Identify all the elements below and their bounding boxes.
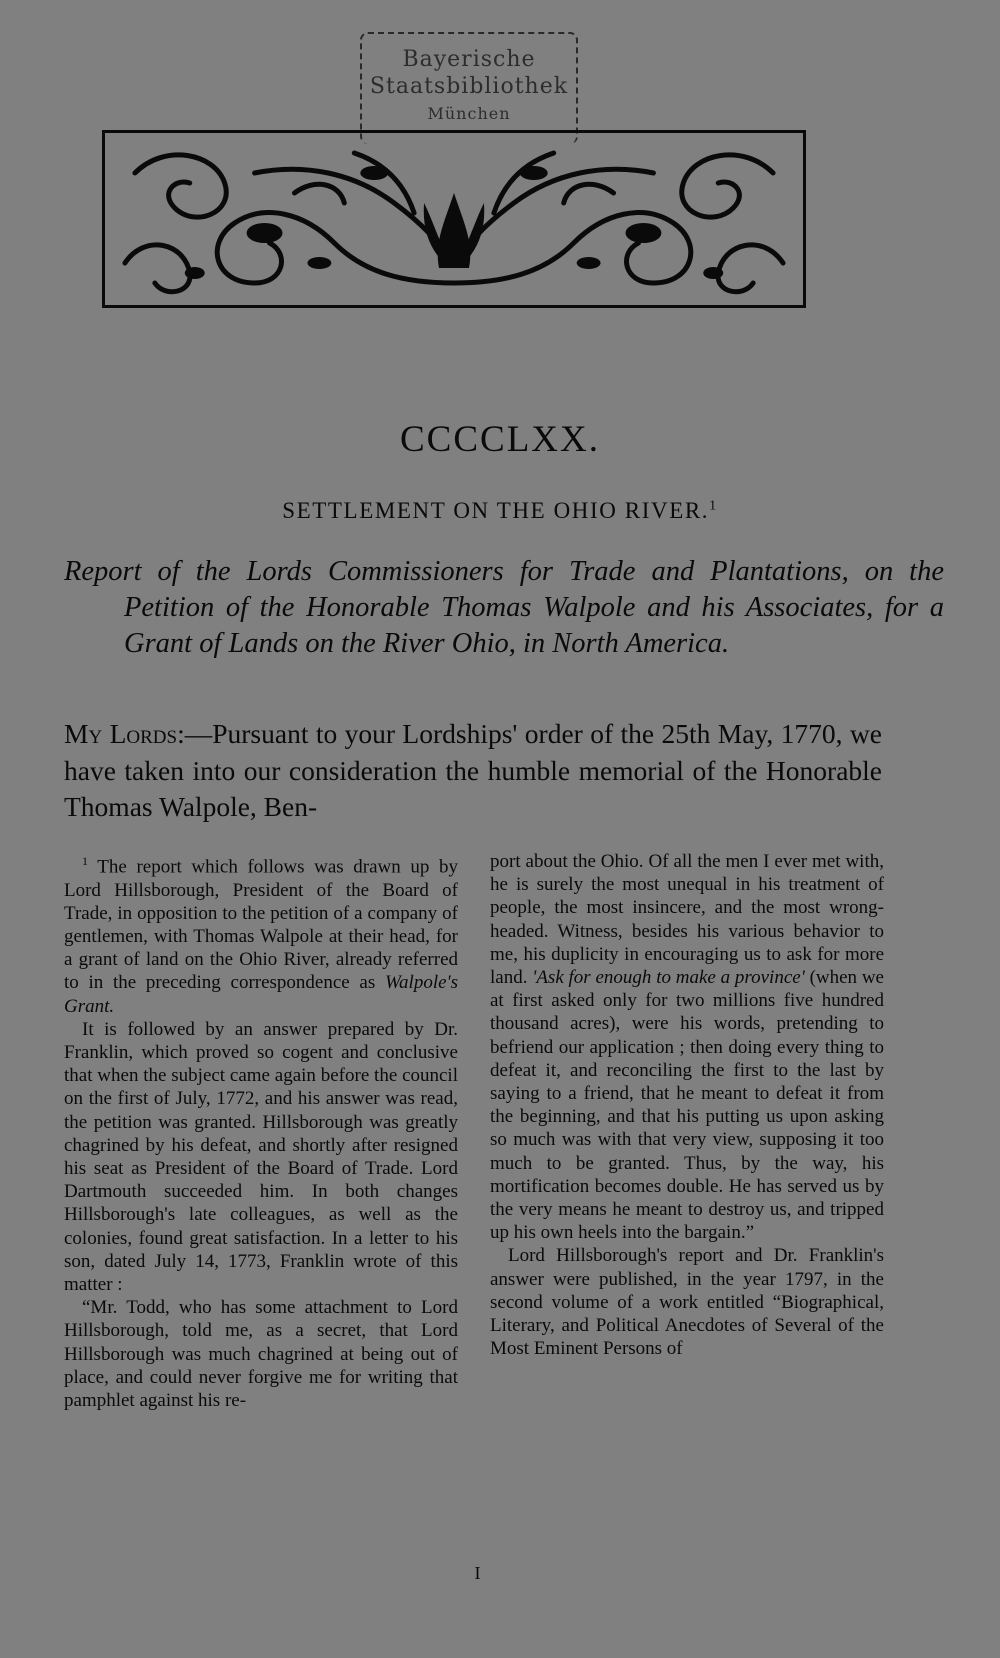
- scrollwork-ornament: [105, 133, 803, 305]
- footnote-number: 1: [82, 854, 88, 868]
- report-heading: Report of the Lords Commissioners for Trade and Plantations, on the Petition of the Honorable Thomas Walpole and his Associates, for a Grant of Lands on the River Ohio, in North America.: [64, 556, 944, 659]
- footnote-marker: 1: [709, 498, 718, 514]
- footnote-paragraph-3: “Mr. Todd, who has some attachment to Lord Hillsborough, told me, as a secret, that Lord Hillsborough was much chagrined at being out of place, and could never forgive me for writing that pamphlet against his re-: [64, 1297, 458, 1411]
- footnote-paragraph-4: [490, 850, 884, 1244]
- footnote-italic: Walpole's Grant.: [64, 972, 458, 1017]
- page-number: I: [474, 1563, 481, 1583]
- footnote-paragraph-1: [64, 850, 458, 1018]
- stamp-line-3: München: [427, 104, 511, 123]
- library-stamp: [360, 32, 578, 144]
- footnote-column-right: [490, 850, 884, 1412]
- lead-paragraph: [64, 716, 882, 826]
- section-title: [0, 498, 1000, 524]
- stamp-line-1: Bayerische: [402, 47, 536, 72]
- footnote-italic: 'Ask for enough to make a province': [532, 967, 805, 989]
- document-number: CCCCLXX.: [399, 419, 600, 460]
- decorative-headpiece: [102, 130, 806, 308]
- stamp-line-2: Staatsbibliothek: [369, 74, 569, 99]
- footnote-text: port about the Ohio. Of all the men I ever met with, he is surely the most unequal in his treatment of people, the most insincere, and the most wrong-headed. Witness, besides his various behavior to me, his duplicity in encouraging us to ask for more land.: [490, 851, 884, 989]
- footnote-paragraph-2: It is followed by an answer prepared by Dr. Franklin, which proved so cogent and conclusive that when the subject came again before the council on the first of July, 1772, and his answer was read, the petition was granted. Hillsborough was greatly chagrined by his defeat, and shortly after resigned his seat as President of the Board of Trade. Lord Dartmouth succeeded him. In both changes Hillsborough's late colleagues, as well as the colonies, found great satisfaction. In a letter to his son, dated July 14, 1773, Franklin wrote of this matter :: [64, 1018, 458, 1295]
- salutation: My Lords: [64, 718, 178, 749]
- footnote-text: (when we at first asked only for two millions five hundred thousand acres), were his words, pretending to befriend our application ; then doing every thing to defeat it, and reconciling the first to the last by saying to a friend, that he meant to defeat it from the beginning, and that his putting us upon asking so much was with that very view, supposing it too much to be granted. Thus, by the way, his mortification becomes double. He has served us by the very means he meant to destroy us, and tripped up his own heels into the bargain.”: [490, 967, 884, 1244]
- footnote-text: The report which follows was drawn up by Lord Hillsborough, President of the Board of Trade, in opposition to the petition of a company of gentlemen, with Thomas Walpole at their head, for a grant of land on the Ohio River, already referred to in the preceding correspondence as: [64, 856, 458, 994]
- footnote-columns: [64, 850, 884, 1412]
- footnote-column-left: [64, 850, 458, 1412]
- lead-text: :—Pursuant to your Lordships' order of the 25th May, 1770, we have taken into our consideration the humble memorial of the Honorable Thomas Walpole, Ben-: [64, 718, 883, 822]
- footnote-paragraph-5: Lord Hillsborough's report and Dr. Franklin's answer were published, in the year 1797, in the second volume of a work entitled “Biographical, Literary, and Political Anecdotes of Several of the Most Eminent Persons of: [490, 1245, 884, 1360]
- section-title-text: SETTLEMENT ON THE OHIO RIVER.: [282, 498, 710, 523]
